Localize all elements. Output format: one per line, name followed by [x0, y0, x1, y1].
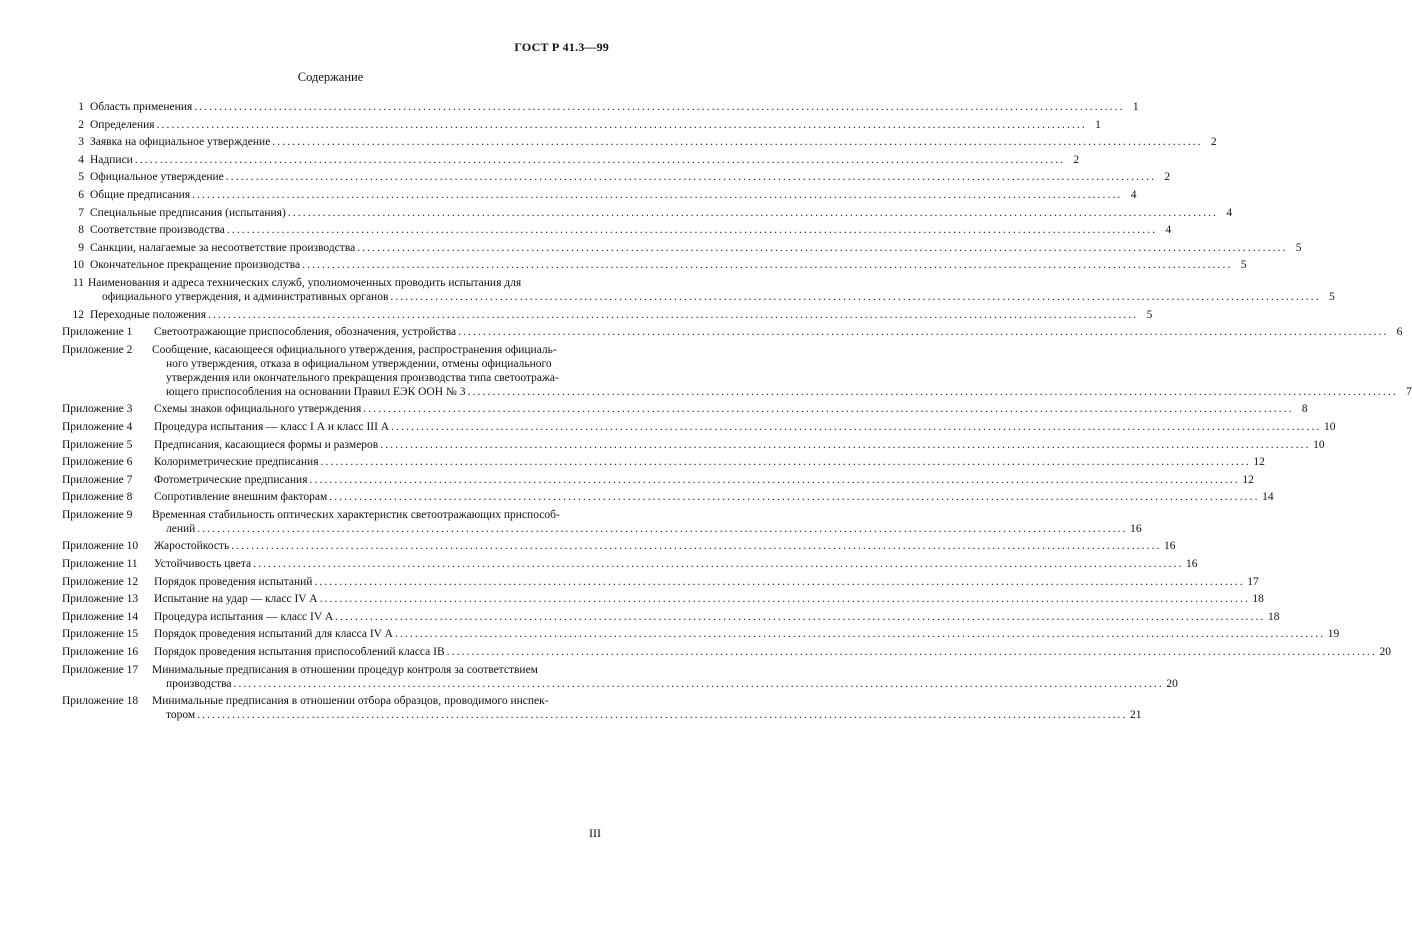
toc-appendix-entry: [62, 455, 1265, 469]
entry-last-line: [154, 473, 1254, 487]
entry-text: [84, 188, 1136, 202]
dot-leader: [192, 100, 1124, 114]
entry-text: [84, 276, 1335, 304]
appendix-label: Приложение 16: [62, 646, 139, 659]
entry-page-number: 4: [1226, 206, 1233, 219]
entry-text: [148, 420, 1335, 434]
entry-text-line: Колориметрические предписания: [154, 456, 319, 469]
entry-last-line: [154, 627, 1339, 641]
entry-text-line: ющего приспособления на основании Правил ЕЭК ООН № 3: [166, 385, 466, 398]
entry-page-number: 4: [1165, 224, 1172, 237]
dot-leader: [133, 153, 1065, 167]
toc-section-entry: [62, 276, 1335, 304]
entry-text-line: Порядок проведения испытаний: [154, 575, 313, 588]
section-number: 5: [78, 171, 84, 184]
dot-leader: [327, 490, 1259, 504]
section-number: 7: [78, 206, 84, 219]
entry-last-line: [154, 455, 1265, 469]
entry-text: [84, 223, 1171, 237]
entry-last-line: [154, 438, 1325, 452]
entry-text-line: Соответствие производства: [90, 224, 225, 237]
toc-appendix-entry: [62, 645, 1391, 659]
entry-page-number: 4: [1130, 188, 1137, 201]
entry-last-line: [154, 325, 1402, 339]
dot-leader: [206, 308, 1138, 322]
entry-text-line: тором: [166, 709, 196, 722]
entry-last-line: [88, 290, 1335, 304]
section-number: 10: [72, 259, 84, 272]
entry-text: [148, 402, 1308, 416]
toc-section-entry: [62, 206, 1233, 220]
appendix-label: Приложение 12: [62, 575, 139, 588]
dot-leader: [155, 118, 1087, 132]
appendix-label: Приложение 7: [62, 473, 133, 486]
appendix-label: Приложение 10: [62, 540, 139, 553]
toc-appendix-entry: [62, 694, 1142, 722]
entry-text: [84, 153, 1079, 167]
entry-page-number: 17: [1247, 575, 1259, 588]
section-number: 1: [78, 101, 84, 113]
entry-page-number: 1: [1095, 118, 1101, 131]
entry-text: [84, 308, 1152, 322]
dot-leader: [318, 592, 1250, 606]
entry-text-line: Общие предписания: [90, 188, 191, 201]
entry-page-number: 16: [1164, 540, 1176, 553]
entry-last-line: [90, 170, 1170, 184]
entry-page-number: 10: [1323, 420, 1336, 433]
toc-title: Содержание: [297, 70, 364, 84]
entry-text-line: Область применения: [90, 101, 193, 113]
toc-appendix-entry: [62, 557, 1198, 571]
entry-last-line: [154, 645, 1391, 659]
entry-last-line: [154, 610, 1279, 624]
entry-text: [84, 118, 1101, 132]
entry-last-line: [154, 420, 1335, 434]
entry-text-line: ного утверждения, отказа в официальном утверждении, отмены официального: [166, 357, 552, 370]
toc-section-entry: [62, 241, 1302, 255]
toc-section-entry: [62, 170, 1171, 184]
dot-leader: [466, 385, 1398, 399]
section-number: 3: [78, 136, 84, 149]
entry-text-line: Процедура испытания — класс I А и класс III А: [154, 420, 390, 433]
entry-last-line: [154, 539, 1176, 553]
toc-appendix-entry: [62, 575, 1259, 589]
toc-appendix-entry: [62, 627, 1340, 641]
entry-text-line: производства: [166, 677, 232, 690]
entry-page-number: 7: [1406, 385, 1412, 398]
section-number: 4: [78, 153, 84, 166]
toc-section-entry: [62, 100, 1139, 114]
entry-page-number: 10: [1313, 438, 1325, 451]
entry-page-number: 12: [1242, 473, 1254, 486]
dot-leader: [190, 188, 1122, 202]
section-number: 2: [78, 118, 84, 131]
section-number: 12: [72, 308, 84, 321]
entry-last-line: [90, 118, 1101, 132]
entry-text: [148, 663, 1178, 691]
toc-section-entry: [62, 118, 1101, 132]
entry-last-line: [90, 241, 1302, 255]
entry-last-line: [152, 677, 1178, 691]
page-number: III: [589, 826, 601, 840]
entry-text: [148, 694, 1142, 722]
entry-text-line: Заявка на официальное утверждение: [90, 136, 271, 149]
appendix-label: Приложение 11: [62, 558, 138, 571]
standard-number: ГОСТ Р 41.3—99: [514, 40, 609, 54]
entry-page-number: 16: [1130, 522, 1142, 535]
dot-leader: [355, 241, 1287, 255]
entry-text-line: Минимальные предписания в отношении процедур контроля за соответствием: [152, 663, 538, 676]
entry-text: [84, 241, 1302, 255]
entry-page-number: 20: [1379, 646, 1391, 659]
toc-section-entry: [62, 188, 1137, 202]
entry-last-line: [152, 385, 1412, 399]
dot-leader: [229, 539, 1161, 553]
toc-appendix-entry: [62, 592, 1264, 606]
appendix-label: Приложение 5: [62, 438, 133, 451]
entry-last-line: [152, 522, 1142, 536]
entry-text: [148, 610, 1279, 624]
toc-section-entry: [62, 153, 1080, 167]
toc-appendix-entry: [62, 490, 1274, 504]
dot-leader: [333, 610, 1265, 624]
entry-last-line: [90, 188, 1136, 202]
entry-last-line: [154, 557, 1197, 571]
entry-page-number: 5: [1240, 259, 1247, 272]
section-number: 9: [78, 241, 84, 254]
dot-leader: [393, 627, 1325, 641]
entry-text-line: Предписания, касающиеся формы и размеров: [154, 438, 379, 451]
toc-section-entry: [62, 258, 1247, 272]
toc-appendix-entry: [62, 420, 1336, 434]
entry-text-line: лений: [166, 522, 196, 535]
entry-text: [148, 490, 1274, 504]
dot-leader: [388, 290, 1320, 304]
entry-page-number: 5: [1328, 290, 1335, 303]
entry-text: [148, 592, 1264, 606]
toc-appendix-entry: [62, 663, 1178, 691]
entry-last-line: [90, 100, 1139, 114]
toc-section-entry: [62, 308, 1153, 322]
entry-text-line: Окончательное прекращение производства: [90, 259, 301, 272]
entry-text-line: Сообщение, касающееся официального утверждения, распространения официаль-: [152, 343, 557, 356]
dot-leader: [319, 455, 1251, 469]
appendix-label: Приложение 18: [62, 695, 139, 708]
toc-appendix-entry: [62, 508, 1142, 536]
entry-text-line: Санкции, налагаемые за несоответствие производства: [90, 241, 356, 254]
appendix-label: Приложение 17: [62, 663, 139, 676]
entry-text: [148, 539, 1176, 553]
appendix-label: Приложение 2: [62, 343, 133, 356]
entry-text: [148, 473, 1254, 487]
dot-leader: [300, 258, 1232, 272]
dot-leader: [389, 420, 1321, 434]
entry-text-line: Специальные предписания (испытания): [90, 206, 286, 219]
entry-page-number: 5: [1146, 308, 1153, 321]
dot-leader: [225, 223, 1157, 237]
entry-text-line: Надписи: [90, 153, 133, 166]
dot-leader: [456, 325, 1388, 339]
dot-leader: [378, 438, 1310, 452]
entry-text-line: Официальное утверждение: [90, 171, 224, 184]
entry-last-line: [90, 153, 1079, 167]
entry-text-line: официального утверждения, и административных органов: [102, 290, 389, 303]
entry-text-line: Фотометрические предписания: [154, 473, 308, 486]
entry-text: [148, 438, 1325, 452]
entry-page-number: 20: [1166, 677, 1178, 690]
toc-appendix-entry: [62, 539, 1176, 553]
dot-leader: [286, 206, 1218, 220]
entry-text-line: Сопротивление внешним факторам: [154, 491, 328, 504]
dot-leader: [270, 135, 1202, 149]
appendix-label: Приложение 3: [62, 403, 133, 416]
entry-text-line: Временная стабильность оптических характеристик светоотражающих приспособ-: [152, 508, 560, 521]
toc-appendix-entry: [62, 473, 1254, 487]
appendix-label: Приложение 1: [62, 326, 133, 339]
entry-last-line: [90, 308, 1152, 322]
toc-appendix-entry: [62, 325, 1403, 339]
toc-appendix-entry: [62, 438, 1325, 452]
table-of-contents: [62, 100, 1412, 726]
entry-page-number: 12: [1253, 456, 1265, 469]
entry-page-number: 21: [1130, 709, 1142, 722]
appendix-label: Приложение 9: [62, 508, 133, 521]
dot-leader: [195, 708, 1127, 722]
entry-page-number: 8: [1301, 403, 1308, 416]
dot-leader: [195, 522, 1127, 536]
entry-text: [148, 627, 1339, 641]
entry-text-line: Жаростойкость: [154, 540, 230, 553]
entry-text: [148, 325, 1402, 339]
dot-leader: [445, 645, 1377, 659]
toc-appendix-entry: [62, 610, 1280, 624]
entry-text: [148, 557, 1197, 571]
entry-text: [84, 135, 1217, 149]
toc-section-entry: [62, 223, 1172, 237]
entry-text: [148, 645, 1391, 659]
appendix-label: Приложение 4: [62, 420, 133, 433]
entry-text: [148, 343, 1412, 399]
toc-section-entry: [62, 135, 1217, 149]
entry-last-line: [154, 575, 1259, 589]
toc-appendix-entry: [62, 343, 1412, 399]
entry-page-number: 18: [1267, 610, 1280, 623]
entry-page-number: 16: [1185, 558, 1198, 571]
entry-text-line: Процедура испытания — класс IV А: [154, 610, 334, 623]
entry-text: [84, 100, 1139, 114]
entry-page-number: 5: [1295, 241, 1302, 254]
entry-page-number: 18: [1252, 593, 1264, 606]
entry-last-line: [154, 592, 1264, 606]
appendix-label: Приложение 13: [62, 593, 139, 606]
entry-last-line: [90, 258, 1246, 272]
entry-text-line: утверждения или окончательного прекращения производства типа светоотража-: [166, 371, 559, 384]
dot-leader: [232, 677, 1164, 691]
entry-text-line: Переходные положения: [90, 308, 207, 321]
entry-last-line: [154, 402, 1308, 416]
appendix-label: Приложение 15: [62, 628, 139, 641]
entry-page-number: 2: [1164, 171, 1171, 184]
entry-text-line: Определения: [90, 118, 155, 131]
entry-text: [84, 206, 1232, 220]
entry-page-number: 2: [1073, 153, 1080, 166]
entry-text-line: Светоотражающие приспособления, обозначения, устройства: [154, 326, 457, 339]
entry-text: [84, 170, 1170, 184]
entry-text-line: Наименования и адреса технических служб, уполномоченных проводить испытания для: [88, 276, 522, 289]
entry-page-number: 6: [1396, 326, 1403, 339]
entry-page-number: 2: [1210, 136, 1217, 149]
entry-text: [148, 455, 1265, 469]
dot-leader: [312, 575, 1244, 589]
entry-text: [148, 508, 1142, 536]
dot-leader: [224, 170, 1156, 184]
section-number: 11: [72, 276, 84, 289]
dot-leader: [308, 473, 1240, 487]
entry-last-line: [154, 490, 1274, 504]
entry-text-line: Схемы знаков официального утверждения: [154, 403, 362, 416]
entry-last-line: [90, 223, 1171, 237]
entry-page-number: 19: [1327, 628, 1340, 641]
dot-leader: [361, 402, 1293, 416]
appendix-label: Приложение 8: [62, 491, 133, 504]
dot-leader: [251, 557, 1183, 571]
toc-appendix-entry: [62, 402, 1308, 416]
entry-last-line: [90, 206, 1232, 220]
entry-text-line: Порядок проведения испытания приспособлений класса IB: [154, 646, 445, 659]
section-number: 8: [78, 224, 84, 237]
entry-last-line: [152, 708, 1142, 722]
entry-text-line: Испытание на удар — класс IV А: [154, 593, 318, 606]
entry-text-line: Минимальные предписания в отношении отбора образцов, проводимого инспек-: [152, 695, 549, 708]
entry-text-line: Устойчивость цвета: [154, 558, 252, 571]
entry-text-line: Порядок проведения испытаний для класса IV А: [154, 628, 393, 641]
entry-page-number: 14: [1262, 491, 1274, 504]
entry-text: [148, 575, 1259, 589]
appendix-label: Приложение 14: [62, 610, 139, 623]
appendix-label: Приложение 6: [62, 456, 133, 469]
section-number: 6: [78, 188, 84, 201]
entry-text: [84, 258, 1246, 272]
entry-page-number: 1: [1132, 101, 1139, 113]
entry-last-line: [90, 135, 1217, 149]
